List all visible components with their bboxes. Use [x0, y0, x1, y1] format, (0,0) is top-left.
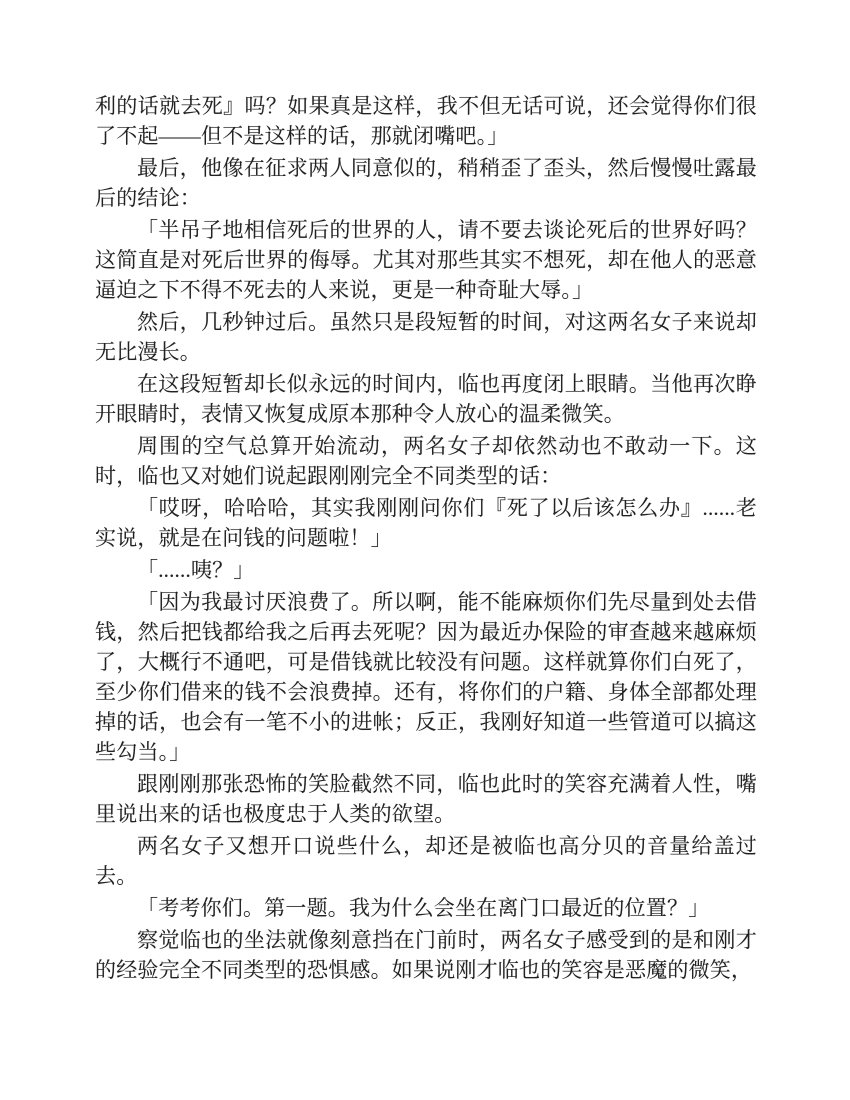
paragraph: 「考考你们。第一题。我为什么会坐在离门口最近的位置？」 [137, 896, 710, 920]
text-content [95, 91, 757, 987]
paragraph: 利的话就去死』吗？如果真是这样，我不但无话可说，还会觉得你们很了不起——但不是这样的话，那就闭嘴吧。」 [95, 94, 757, 148]
paragraph: 在这段短暂却长似永远的时间内，临也再度闭上眼睛。当他再次睁开眼睛时，表情又恢复成原本那种令人放心的温柔微笑。 [95, 372, 757, 426]
paragraph: 两名女子又想开口说些什么，却还是被临也高分贝的音量给盖过去。 [95, 834, 757, 888]
paragraph: 「......咦？」 [137, 558, 255, 582]
paragraph: 察觉临也的坐法就像刻意挡在门前时，两名女子感受到的是和刚才的经验完全不同类型的恐惧感。如果说刚才临也的笑容是恶魔的微笑， [95, 928, 757, 982]
paragraph: 「因为我最讨厌浪费了。所以啊，能不能麻烦你们先尽量到处去借钱，然后把钱都给我之后再去死呢？因为最近办保险的审查越来越麻烦了，大概行不通吧，可是借钱就比较没有问题。这样就算你们白死了，至少你们借来的钱不会浪费掉。还有，将你们的户籍、身体全部都处理掉的话，也会有一笔不小的进帐；反正，我刚好知道一些管道可以搞这些勾当。」 [95, 590, 757, 764]
paragraph: 「半吊子地相信死后的世界的人，请不要去谈论死后的世界好吗？这简直是对死后世界的侮辱。尤其对那些其实不想死，却在他人的恶意逼迫之下不得不死去的人来说，更是一种奇耻大辱。」 [95, 218, 757, 302]
paragraph: 周围的空气总算开始流动，两名女子却依然动也不敢动一下。这时，临也又对她们说起跟刚刚完全不同类型的话： [95, 434, 757, 488]
paragraph: 「哎呀，哈哈哈，其实我刚刚问你们『死了以后该怎么办』......老实说，就是在问钱的问题啦！」 [95, 496, 757, 550]
paragraph: 跟刚刚那张恐怖的笑脸截然不同，临也此时的笑容充满着人性，嘴里说出来的话也极度忠于人类的欲望。 [95, 772, 757, 826]
paragraph: 然后，几秒钟过后。虽然只是段短暂的时间，对这两名女子来说却无比漫长。 [95, 310, 757, 364]
paragraph: 最后，他像在征求两人同意似的，稍稍歪了歪头，然后慢慢吐露最后的结论： [95, 156, 757, 210]
